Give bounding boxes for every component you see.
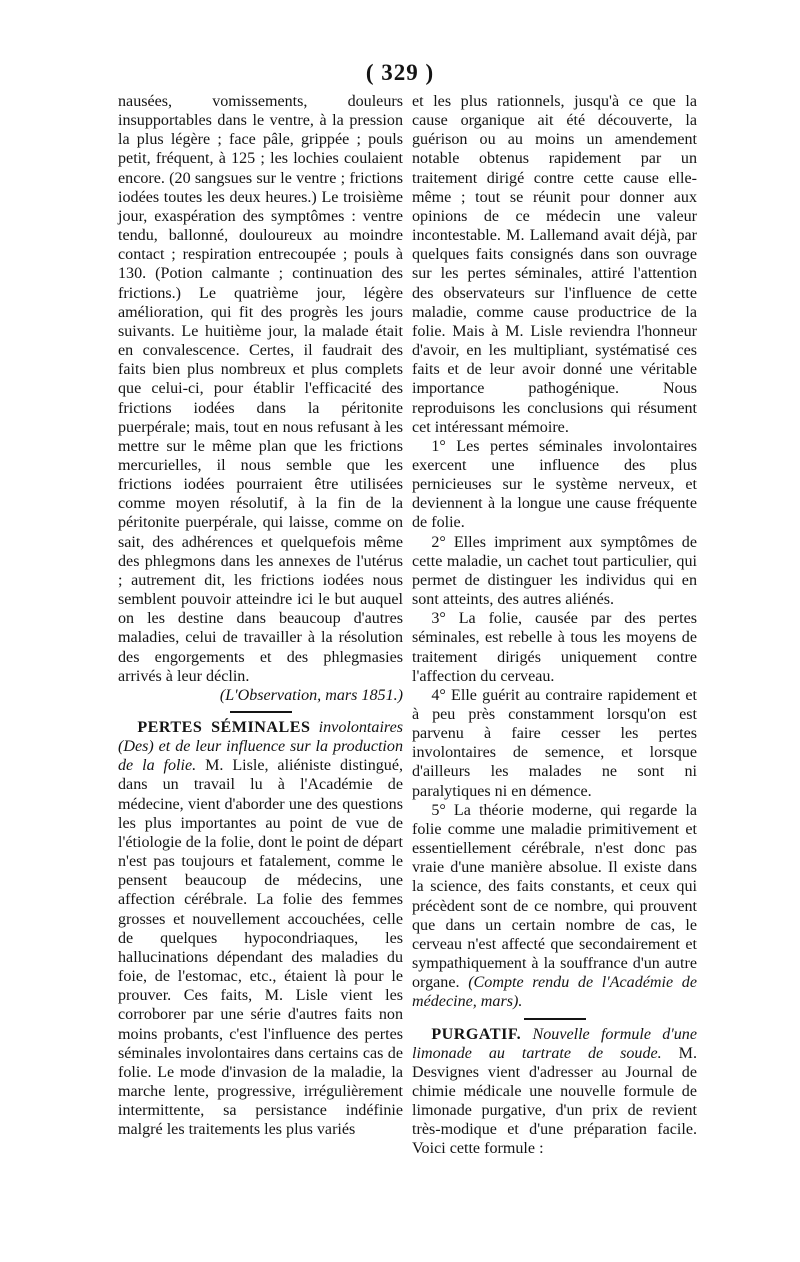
article-subtitle: involontaires (Des) et de leur influence sur la production de la folie.: [118, 719, 403, 775]
article-subtitle: Nouvelle formule d'une limonade au tartrate de soude.: [412, 1025, 697, 1062]
page-number: ( 329 ): [365, 60, 435, 85]
article-heading: PURGATIF.: [431, 1025, 522, 1043]
conclusion-1: 1° Les pertes séminales involontaires exercent une influence des plus pernicieuses sur le système nerveux, et deviennent à la longue une cause fréquente de folie.: [412, 437, 697, 532]
body-paragraph: nausées, vomissements, douleurs insupportables dans le ventre, à la pression la plus légère ; face pâle, grippée ; pouls petit, fréquent, à 125 ; les lochies coulaient encore. (20 sangsues sur le ventre ; frictions iodées toutes les deux heures.) Le troisième jour, exaspération des symptômes : ventre tendu, ballonné, douloureux au moindre contact ; respiration entrecoupée ; pouls à 130. (Potion calmante ; continuation des frictions.) Le quatrième jour, légère amélioration, qui fit des progrès les jours suivants. Le huitième jour, la malade était en convalescence. Certes, il faudrait des faits bien plus nombreux et plus complets que celui-ci, pour établir l'efficacité des frictions iodées dans la péritonite puerpérale; mais, tout en nous refusant à les mettre sur le même plan que les frictions mercurielles, il nous semble que les frictions iodées pourraient être utilisées comme moyen résolutif, à la fin de la péritonite puerpérale, qui laisse, comme on sait, des adhérences et quelquefois même des phlegmons dans les annexes de l'utérus ; autrement dit, les frictions iodées nous semblent pouvoir atteindre ici le but auquel on les destine dans beaucoup d'autres maladies, celui de travailler à la résolution des engorgements et des phlegmasies arrivés à leur déclin.: [118, 93, 403, 685]
conclusion-2: 2° Elles impriment aux symptômes de cette maladie, un cachet tout particulier, qui permet de distinguer les individus qui en sont atteints, des autres aliénés.: [412, 533, 697, 609]
left-column: [118, 92, 403, 1139]
article-purgatif: [412, 1025, 697, 1159]
article-heading: PERTES SÉMINALES: [137, 719, 311, 736]
citation-text: (L'Observation, mars 1851.): [219, 686, 403, 704]
article-body: M. Desvignes vient d'adresser au Journal de chimie médicale une nouvelle formule de limonade purgative, d'un prix de revient très-modique et d'une préparation facile. Voici cette formule :: [412, 1044, 697, 1158]
conclusion-5: [412, 801, 697, 1012]
conclusion-3: 3° La folie, causée par des pertes séminales, est rebelle à tous les moyens de traitement dirigés uniquement contre l'affection du cerveau.: [412, 610, 697, 685]
article-body: M. Lisle, aliéniste distingué, dans un travail lu à l'Académie de médecine, vient d'aborder une des questions les plus importantes au point de vue de l'étiologie de la folie, dont le point de départ n'est pas toujours et fatalement, comme le pensent beaucoup de médecins, une affection cérébrale. La folie des femmes grosses et nouvellement accouchées, celle de quelques hypocondriaques, les hallucinations dépendant des maladies du foie, de l'estomac, etc., étaient là pour le prouver. Ces faits, M. Lisle vient les corroborer par une série d'autres faits non moins probants, c'est l'influence des pertes séminales involontaires dans certains cas de folie. Le mode d'invasion de la maladie, la marche lente, progressive, irrégulièrement intermittente, sa persistance indéfinie malgré les traitements les plus variés: [118, 757, 403, 1139]
article-pertes-seminales: [118, 718, 403, 1139]
citation: (Compte rendu de l'Académie de médecine, mars).: [412, 974, 697, 1011]
conclusion-4: 4° Elle guérit au contraire rapidement et à peu près constamment lorsqu'on est parvenu à faire cesser les pertes involontaires de semence, et lorsque d'ailleurs les malades ne sont ni paralytiques ni en démence.: [412, 686, 697, 800]
body-paragraph: et les plus rationnels, jusqu'à ce que la cause organique ait été découverte, la guérison ou au moins un amendement notable obtenus rapidement par un traitement dirigé contre cette cause elle-même ; tout se réunit pour donner aux opinions de ce médecin une valeur incontestable. M. Lallemand avait déjà, par quelques faits consignés dans son ouvrage sur les pertes séminales, attiré l'attention des observateurs sur l'influence de cette maladie, comme cause productrice de la folie. Mais à M. Lisle reviendra l'honneur d'avoir, en les multipliant, systématisé ces faits et de leur avoir donné une véritable importance pathogénique. Nous reproduisons les conclusions qui résument cet intéressant mémoire.: [412, 93, 697, 436]
conclusion-5-text: 5° La théorie moderne, qui regarde la folie comme une maladie primitivement et essentiellement cérébrale, n'est donc pas vraie d'une manière absolue. Il existe dans la science, des faits constants, et ceux qui précèdent sont de ce nombre, qui prouvent que dans un certain nombre de cas, le cerveau n'est affecté que secondairement et sympathiquement à la souffrance d'un autre organe.: [412, 801, 697, 992]
citation: [118, 686, 403, 705]
right-column: [412, 92, 697, 1159]
section-divider: [524, 1018, 586, 1020]
section-divider: [230, 711, 292, 713]
